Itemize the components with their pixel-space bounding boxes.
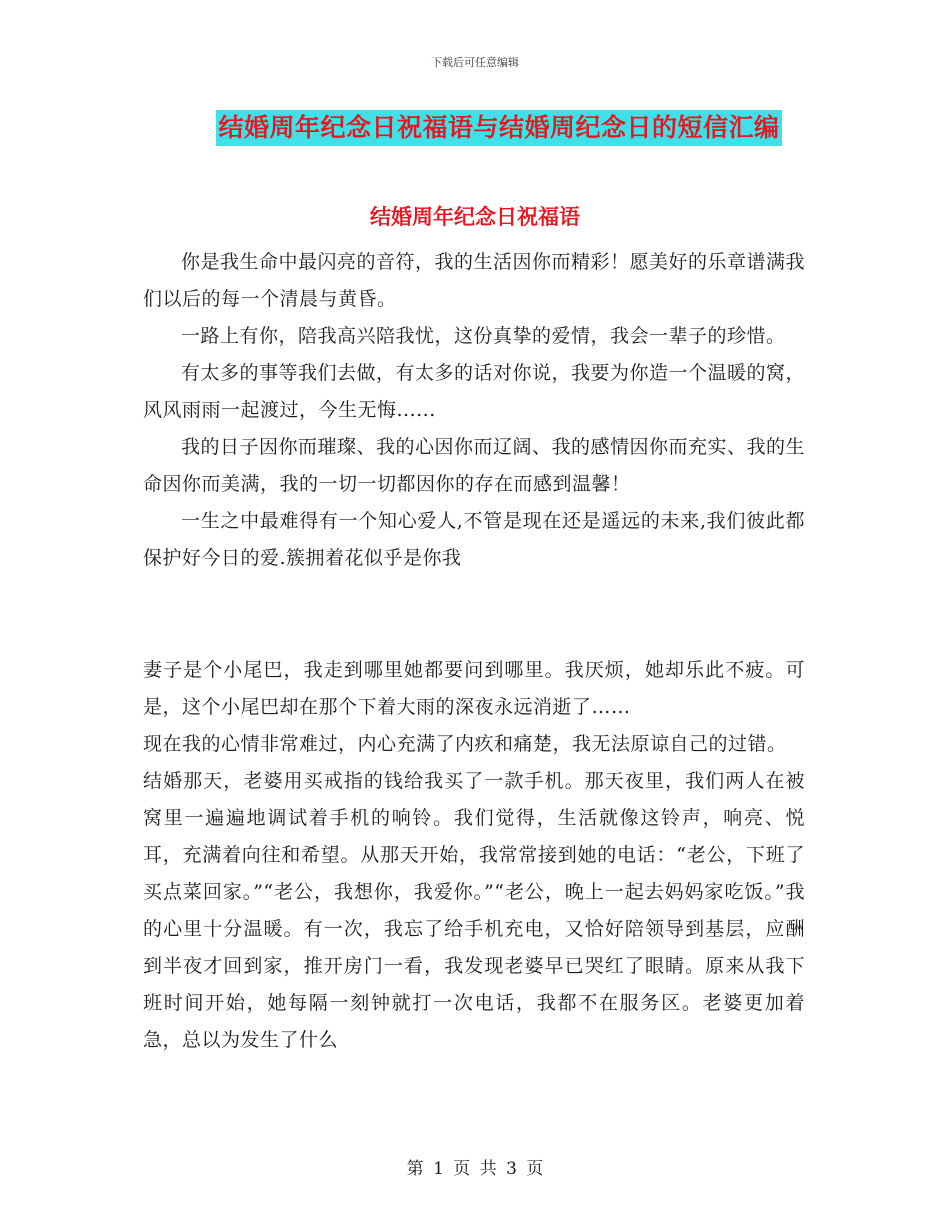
paragraph: 妻子是个小尾巴，我走到哪里她都要问到哪里。我厌烦，她却乐此不疲。可是，这个小尾巴却在那个下着大雨的深夜永远消逝了…… [143, 659, 805, 718]
paragraph: 一路上有你，陪我高兴陪我忧，这份真挚的爱情，我会一辈子的珍惜。 [181, 325, 786, 347]
page-number-footer: 第 1 页 共 3 页 [406, 1159, 544, 1179]
document-title-container [0, 110, 950, 146]
greetings-section [143, 244, 805, 577]
paragraph: 我的日子因你而璀璨、我的心因你而辽阔、我的感情因你而充实、我的生命因你而美满，我的一切一切都因你的存在而感到温馨！ [143, 436, 806, 495]
paragraph: 一生之中最难得有一个知心爱人,不管是现在还是遥远的未来,我们彼此都保护好今日的爱.簇拥着花似乎是你我 [143, 510, 805, 569]
section-heading: 结婚周年纪念日祝福语 [370, 205, 580, 229]
paragraph: 有太多的事等我们去做，有太多的话对你说，我要为你造一个温暖的窝，风风雨雨一起渡过，今生无悔...... [143, 362, 806, 421]
paragraph: 现在我的心情非常难过，内心充满了内疚和痛楚，我无法原谅自己的过错。 [143, 733, 787, 755]
paragraph: 结婚那天，老婆用买戒指的钱给我买了一款手机。那天夜里，我们两人在被窝里一遍遍地调试着手机的响铃。我们觉得，生活就像这铃声，响亮、悦耳，充满着向往和希望。从那天开始，我常常接到她的电话：“老公，下班了买点菜回家。”“老公，我想你，我爱你。”“老公，晚上一起去妈妈家吃饭。”我的心里十分温暖。有一次，我忘了给手机充电，又恰好陪领导到基层，应酬到半夜才回到家，推开房门一看，我发现老婆早已哭红了眼睛。原来从我下班时间开始，她每隔一刻钟就打一次电话，我都不在服务区。老婆更加着急，总以为发生了什么 [143, 770, 805, 1051]
story-section [143, 652, 805, 1059]
document-title: 结婚周年纪念日祝福语与结婚周纪念日的短信汇编 [216, 110, 781, 146]
page-header-note: 下载后可任意编辑 [431, 56, 519, 69]
paragraph: 你是我生命中最闪亮的音符，我的生活因你而精彩！愿美好的乐章谱满我们以后的每一个清晨与黄昏。 [143, 251, 806, 310]
